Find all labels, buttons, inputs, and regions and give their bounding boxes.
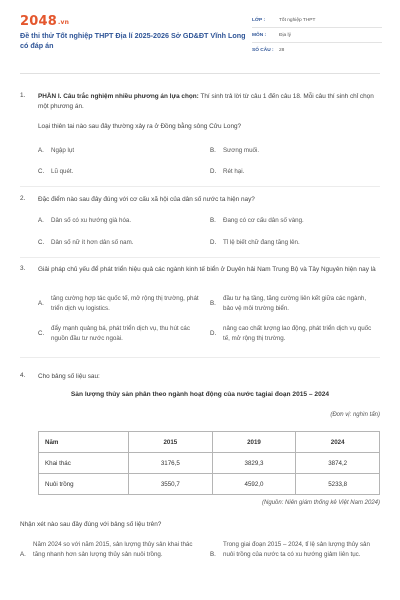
table-row <box>39 453 380 474</box>
meta-row-count <box>252 43 382 58</box>
option-letter: C. <box>38 168 45 175</box>
question-divider <box>20 357 380 358</box>
table-cell: 3829,3 <box>212 453 296 474</box>
section-heading: PHẦN I. Câu trắc nghiệm nhiều phương án lựa chọn: <box>38 93 199 100</box>
question-intro <box>38 92 380 112</box>
option-letter: B. <box>210 551 216 558</box>
document-title: Đề thi thử Tốt nghiệp THPT Địa lí 2025-2026 Sở GD&ĐT Vĩnh Long có đáp án <box>20 31 246 50</box>
meta-value-subject: Địa lý <box>279 32 291 38</box>
option-letter: A. <box>38 300 44 307</box>
question-text: Cho bảng số liệu sau: <box>38 373 100 380</box>
question-number: 4. <box>20 372 26 379</box>
option-letter: A. <box>38 147 44 154</box>
table-cell: 3176,5 <box>129 453 213 474</box>
option-letter: C. <box>38 330 45 337</box>
option-text: Dân số nữ ít hơn dân số nam. <box>51 239 134 246</box>
question-text: Đặc điểm nào sau đây đúng với cơ cấu xã hội của dân số nước ta hiện nay? <box>38 196 255 203</box>
option-letter: A. <box>38 217 44 224</box>
option-text: Tỉ lệ biết chữ đang tăng lên. <box>223 239 300 246</box>
meta-value-class: Tốt nghiệp THPT <box>279 17 316 23</box>
table-unit: (Đơn vị: nghìn tấn) <box>330 412 380 418</box>
table-cell: 3874,2 <box>296 453 380 474</box>
meta-key-count: SỐ CÂU : <box>252 48 274 53</box>
option-letter: B. <box>210 147 216 154</box>
data-table <box>38 431 380 495</box>
table-header-row <box>39 432 380 453</box>
option-text: Trong giai đoạn 2015 – 2024, tỉ lệ sản lượng thủy sản nuôi trồng của nước ta có xu hướng giảm liên tục. <box>223 541 370 558</box>
table-header-cell: 2019 <box>212 432 296 453</box>
table-row <box>39 474 380 495</box>
question-number: 3. <box>20 265 26 272</box>
option-text: Đang có cơ cấu dân số vàng. <box>223 217 304 224</box>
meta-row-subject <box>252 28 382 43</box>
table-cell: 5233,8 <box>296 474 380 495</box>
meta-key-subject: MÔN : <box>252 32 267 38</box>
table-header-cell: Năm <box>39 432 129 453</box>
option-text: Sương muối. <box>223 147 260 154</box>
question-number: 2. <box>20 195 26 202</box>
logo-text: 2048 <box>20 14 57 29</box>
meta-key-class: LỚP : <box>252 17 266 23</box>
option-letter: D. <box>210 330 217 337</box>
option-letter: D. <box>210 239 217 246</box>
option-text: đẩy mạnh quảng bá, phát triển dịch vụ, thu hút các nguồn đầu tư nước ngoài. <box>51 325 190 342</box>
document-header <box>0 0 400 62</box>
table-cell: 4592,0 <box>212 474 296 495</box>
question-text: Loại thiên tai nào sau đây thường xảy ra ở Đồng bằng sông Cửu Long? <box>38 123 242 130</box>
option-letter: A. <box>20 551 26 558</box>
question-prompt: Nhận xét nào sau đây đúng với bảng số liệu trên? <box>20 521 162 528</box>
header-divider <box>20 73 380 74</box>
site-logo[interactable] <box>20 14 69 29</box>
table-header-cell: 2015 <box>129 432 213 453</box>
logo-suffix: .vn <box>57 19 70 26</box>
option-letter: D. <box>210 168 217 175</box>
option-text: nâng cao chất lượng lao động, phát triển dịch vụ quốc tế, mở rộng thị trường. <box>223 325 372 342</box>
option-text: Dân số có xu hướng già hóa. <box>51 217 132 224</box>
section-instructions: Thí sinh trả lời từ câu 1 đến câu 18. Mỗi câu thí sinh chỉ chọn một phương án. <box>38 93 374 110</box>
table-cell: 3550,7 <box>129 474 213 495</box>
option-text: Lũ quét. <box>51 168 74 175</box>
table-cell: Nuôi trồng <box>39 474 129 495</box>
option-text: tăng cường hợp tác quốc tế, mở rộng thị trường, phát triển dịch vụ logistics. <box>51 295 199 312</box>
option-text: Ngập lụt <box>51 147 75 154</box>
question-number: 1. <box>20 92 26 99</box>
option-text: Năm 2024 so với năm 2015, sản lượng thủy sản khai thác tăng nhanh hơn sản lượng thủy sản nuôi trồng. <box>33 541 193 558</box>
option-letter: C. <box>38 239 45 246</box>
table-header-cell: 2024 <box>296 432 380 453</box>
option-text: Rét hại. <box>223 168 245 175</box>
meta-row-class <box>252 13 382 28</box>
option-text: đầu tư hạ tầng, tăng cường liên kết giữa các ngành, bảo vệ môi trường biển. <box>223 295 367 312</box>
question-divider <box>20 186 380 187</box>
table-title: Sản lượng thủy sản phân theo ngành hoạt động của nước tagiai đoạn 2015 – 2024 <box>70 391 330 398</box>
table-source: (Nguồn: Niên giám thống kê Việt Nam 2024) <box>262 500 380 506</box>
option-letter: B. <box>210 300 216 307</box>
document-meta <box>252 13 382 58</box>
meta-value-count: 28 <box>279 48 285 53</box>
question-text: Giải pháp chủ yếu để phát triển hiệu quả các ngành kinh tế biển ở Duyên hải Nam Trung Bộ và Tây Nguyên hiện nay là <box>38 266 376 273</box>
question-divider <box>20 257 380 258</box>
table-cell: Khai thác <box>39 453 129 474</box>
option-letter: B. <box>210 217 216 224</box>
